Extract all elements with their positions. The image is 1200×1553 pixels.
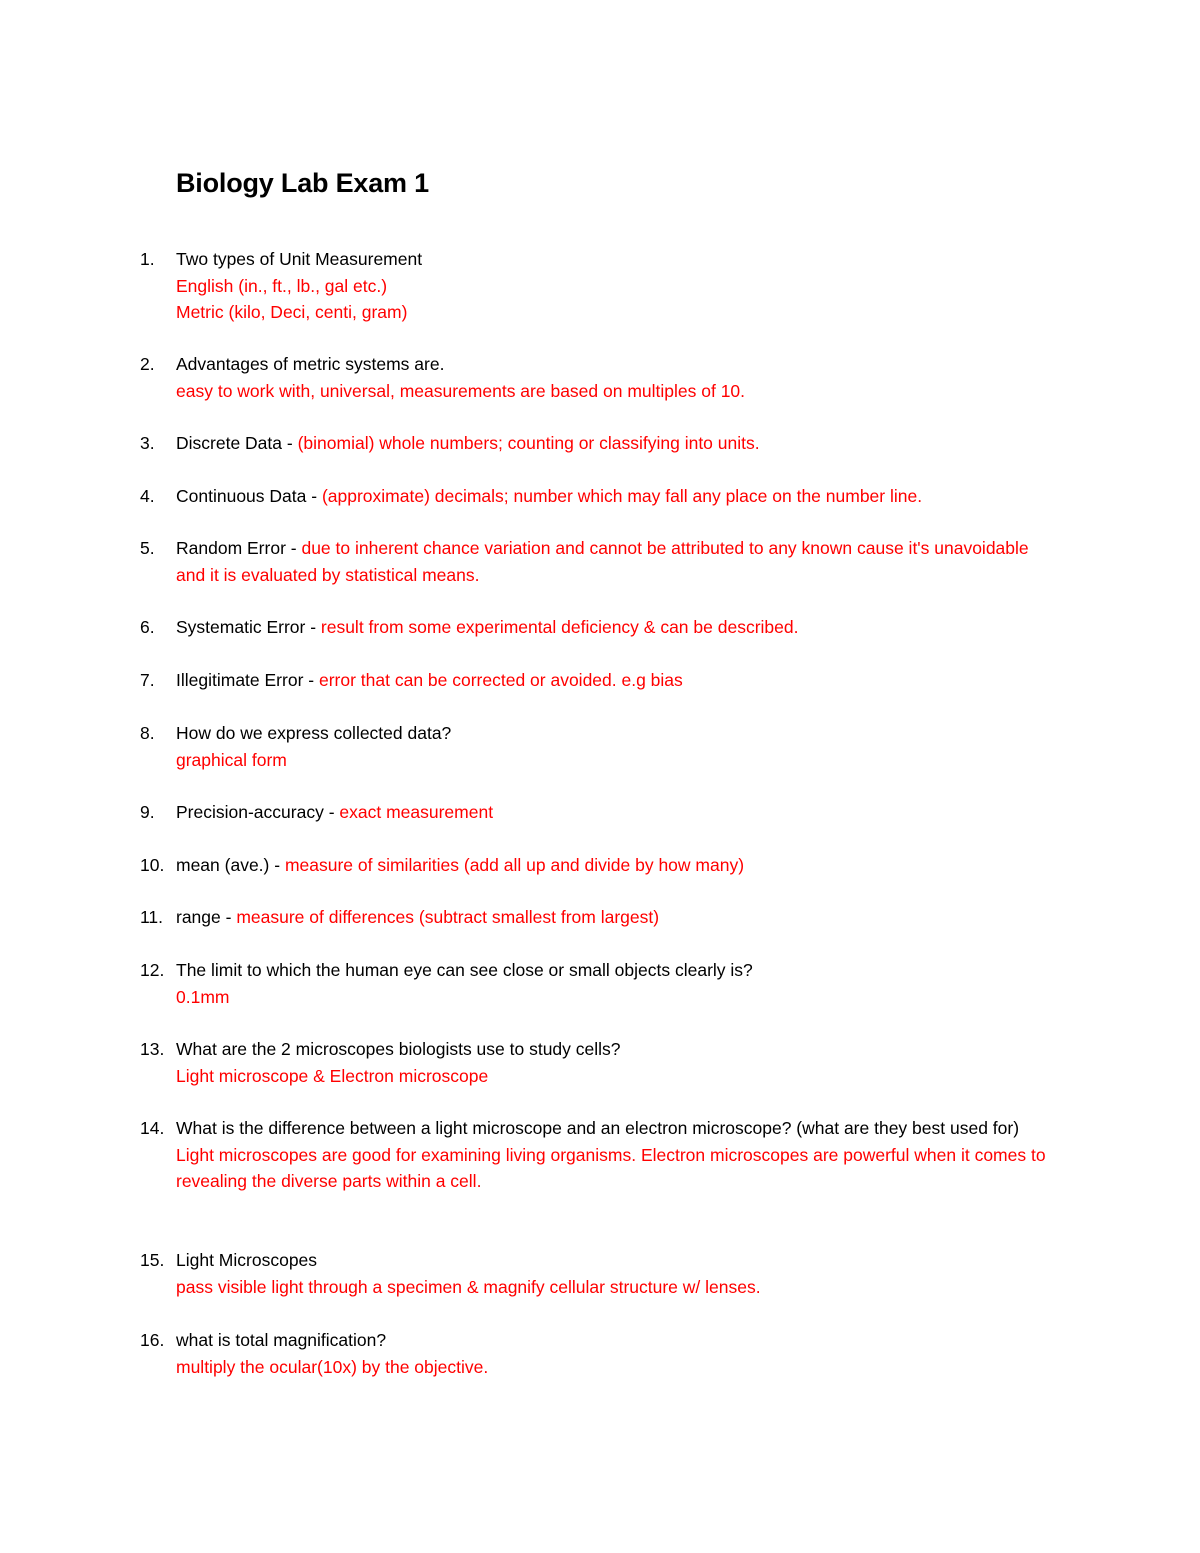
list-item (140, 246, 1060, 326)
separator: - (269, 855, 285, 875)
term-text: mean (ave.) (176, 855, 270, 875)
list-item (140, 1327, 1060, 1380)
list-item (140, 1247, 1060, 1300)
list-item (140, 852, 1060, 879)
question-text: Light Microscopes (176, 1250, 318, 1270)
item-number: 11. (140, 907, 164, 927)
answer-text: measure of differences (subtract smallest from largest) (236, 907, 660, 927)
item-number: 3. (140, 433, 155, 453)
list-item (140, 957, 1060, 1010)
answer-text: easy to work with, universal, measurements are based on multiples of 10. (176, 380, 746, 401)
item-number: 5. (140, 538, 155, 558)
item-number: 9. (140, 802, 155, 822)
item-number: 2. (140, 354, 155, 374)
item-number: 16. (140, 1330, 165, 1350)
list-item (140, 720, 1060, 773)
document-title: Biology Lab Exam 1 (176, 168, 429, 198)
answer-text: graphical form (176, 749, 287, 770)
answer-text: Metric (kilo, Deci, centi, gram) (176, 302, 408, 322)
answer-text: Light microscopes are good for examining living organisms. Electron microscopes are powerful when it comes to revealing the diverse parts within a cell. (176, 1144, 1046, 1191)
question-text: What are the 2 microscopes biologists use to study cells? (176, 1039, 621, 1059)
term-text: Random Error (176, 538, 286, 558)
separator: - (285, 538, 302, 558)
answer-text: 0.1mm (176, 986, 230, 1007)
item-number: 1. (140, 249, 155, 269)
question-text: what is total magnification? (176, 1330, 387, 1350)
item-number: 6. (140, 617, 155, 637)
list-item (140, 351, 1060, 404)
question-text: Two types of Unit Measurement (176, 249, 423, 269)
item-number: 4. (140, 486, 155, 506)
answer-text: pass visible light through a specimen & magnify cellular structure w/ lenses. (176, 1276, 761, 1297)
item-number: 12. (140, 960, 165, 980)
term-text: Systematic Error (176, 617, 306, 637)
answer-text: result from some experimental deficiency & can be described. (320, 617, 799, 637)
term-text: Illegitimate Error (176, 670, 304, 690)
term-text: Continuous Data (176, 486, 307, 506)
answer-text: English (in., ft., lb., gal etc.) (176, 275, 388, 296)
list-item (140, 535, 1040, 588)
item-number: 10. (140, 855, 165, 875)
question-text: Advantages of metric systems are. (176, 354, 445, 374)
list-item (140, 614, 1060, 641)
answer-text: exact measurement (339, 802, 494, 822)
list-item (140, 799, 1060, 826)
list-item (140, 1036, 1060, 1089)
separator: - (323, 802, 340, 822)
item-number: 14. (140, 1118, 165, 1138)
list-item (140, 1115, 1060, 1195)
list-item (140, 430, 1060, 457)
answer-text: multiply the ocular(10x) by the objective. (176, 1356, 489, 1377)
term-text: Discrete Data (176, 433, 283, 453)
answer-text: error that can be corrected or avoided. e.g bias (318, 670, 683, 690)
term-text: range (176, 907, 221, 927)
item-number: 13. (140, 1039, 165, 1059)
list-item (140, 483, 1060, 510)
question-text: How do we express collected data? (176, 723, 452, 743)
list-item (140, 904, 1060, 931)
answer-text: measure of similarities (add all up and divide by how many) (284, 855, 745, 875)
separator: - (305, 617, 321, 637)
answer-text: Light microscope & Electron microscope (176, 1065, 489, 1086)
item-number: 8. (140, 723, 155, 743)
separator: - (306, 486, 322, 506)
answer-text: (binomial) whole numbers; counting or classifying into units. (297, 433, 760, 453)
separator: - (220, 907, 237, 927)
answer-text: due to inherent chance variation and cannot be attributed to any known cause it's unavoidable and it is evaluated by statistical means. (176, 538, 1029, 585)
list-item (140, 667, 1060, 694)
item-number: 7. (140, 670, 155, 690)
answer-text: (approximate) decimals; number which may fall any place on the number line. (321, 486, 923, 506)
term-text: Precision-accuracy (176, 802, 324, 822)
separator: - (282, 433, 298, 453)
question-text: What is the difference between a light microscope and an electron microscope? (what are they best used for) (176, 1118, 1020, 1138)
item-number: 15. (140, 1250, 165, 1270)
separator: - (303, 670, 319, 690)
question-text: The limit to which the human eye can see close or small objects clearly is? (176, 960, 753, 980)
